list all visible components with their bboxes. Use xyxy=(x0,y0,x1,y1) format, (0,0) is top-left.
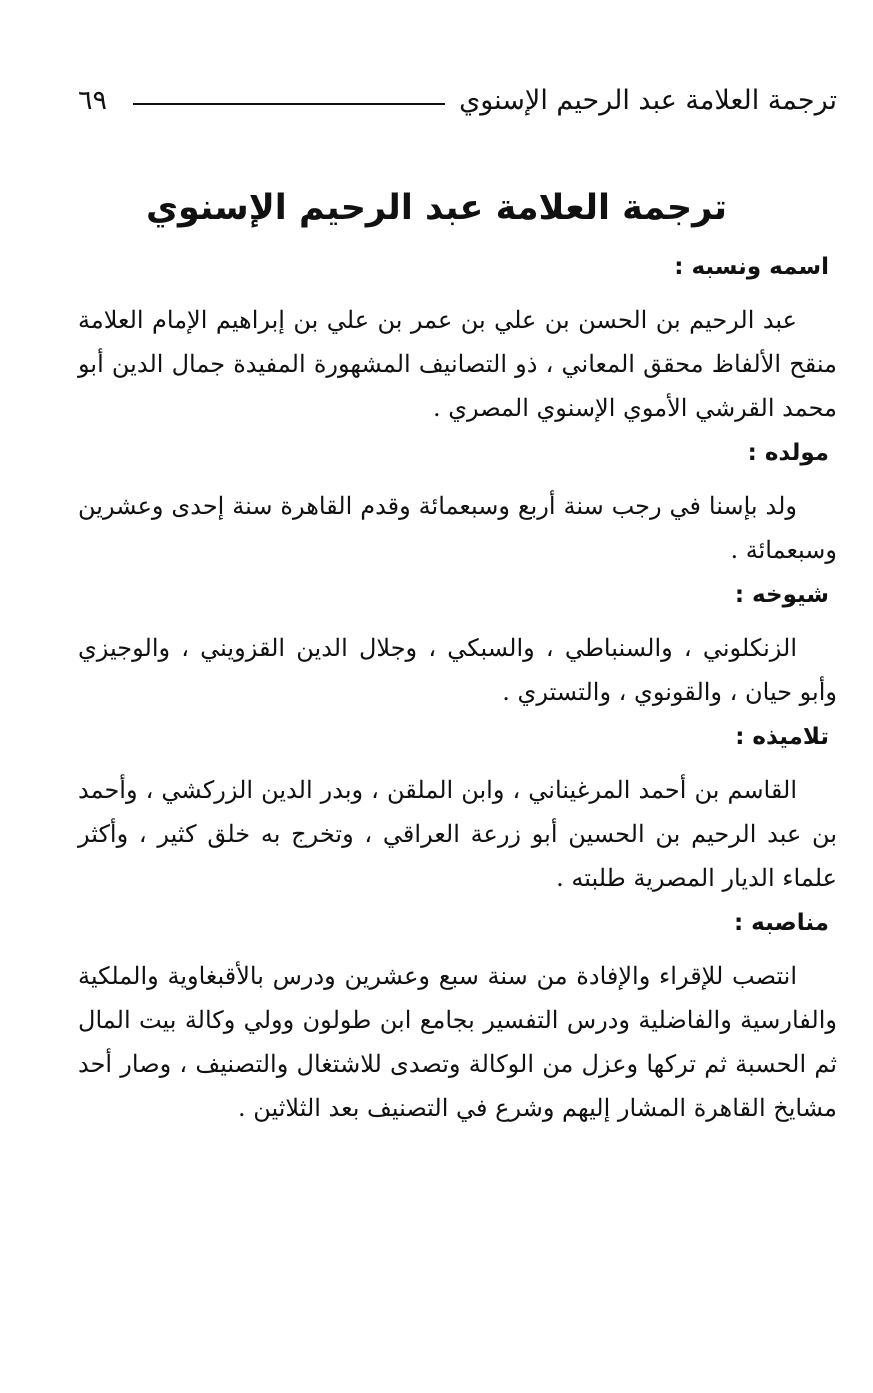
section-paragraph: القاسم بن أحمد المرغيناني ، وابن الملقن ، وبدر الدين الزركشي ، وأحمد بن عبد الرحيم بن الحسين أبو زرعة العراقي ، وتخرج به خلق كثير ، وأكثر علماء الديار المصرية طلبته . xyxy=(78,776,837,892)
page-number: ٦٩ xyxy=(78,84,108,116)
section-heading: مولده : xyxy=(747,440,829,466)
biography-content xyxy=(78,248,837,1134)
section-name-lineage xyxy=(78,248,837,430)
section-heading: تلاميذه : xyxy=(735,724,829,750)
section-students xyxy=(78,718,837,900)
running-header-title: ترجمة العلامة عبد الرحيم الإسنوي xyxy=(459,84,837,116)
section-paragraph: عبد الرحيم بن الحسن بن علي بن عمر بن علي بن إبراهيم الإمام العلامة منقح الألفاظ محقق المعاني ، ذو التصانيف المشهورة المفيدة جمال الدين أبو محمد القرشي الأموي الإسنوي المصري . xyxy=(78,306,837,422)
section-paragraph: ولد بإسنا في رجب سنة أربع وسبعمائة وقدم القاهرة سنة إحدى وعشرين وسبعمائة . xyxy=(78,492,837,564)
header-rule xyxy=(133,103,445,105)
running-header xyxy=(70,78,837,122)
section-teachers xyxy=(78,576,837,714)
section-heading: اسمه ونسبه : xyxy=(674,254,829,280)
section-positions xyxy=(78,904,837,1130)
section-birth xyxy=(78,434,837,572)
section-heading: مناصبه : xyxy=(733,910,829,936)
section-heading: شيوخه : xyxy=(734,582,829,608)
section-paragraph: الزنكلوني ، والسنباطي ، والسبكي ، وجلال الدين القزويني ، والوجيزي وأبو حيان ، والقونوي ، والتستري . xyxy=(78,634,837,706)
section-paragraph: انتصب للإقراء والإفادة من سنة سبع وعشرين ودرس بالأقبغاوية والملكية والفارسية والفاضلية ودرس التفسير بجامع ابن طولون وولي وكالة بيت المال ثم الحسبة ثم تركها وعزل من الوكالة وتصدى للاشتغال والتصنيف ، وصار أحد مشايخ القاهرة المشار إليهم وشرع في التصنيف بعد الثلاثين . xyxy=(78,962,837,1122)
page-title: ترجمة العلامة عبد الرحيم الإسنوي xyxy=(145,188,727,228)
